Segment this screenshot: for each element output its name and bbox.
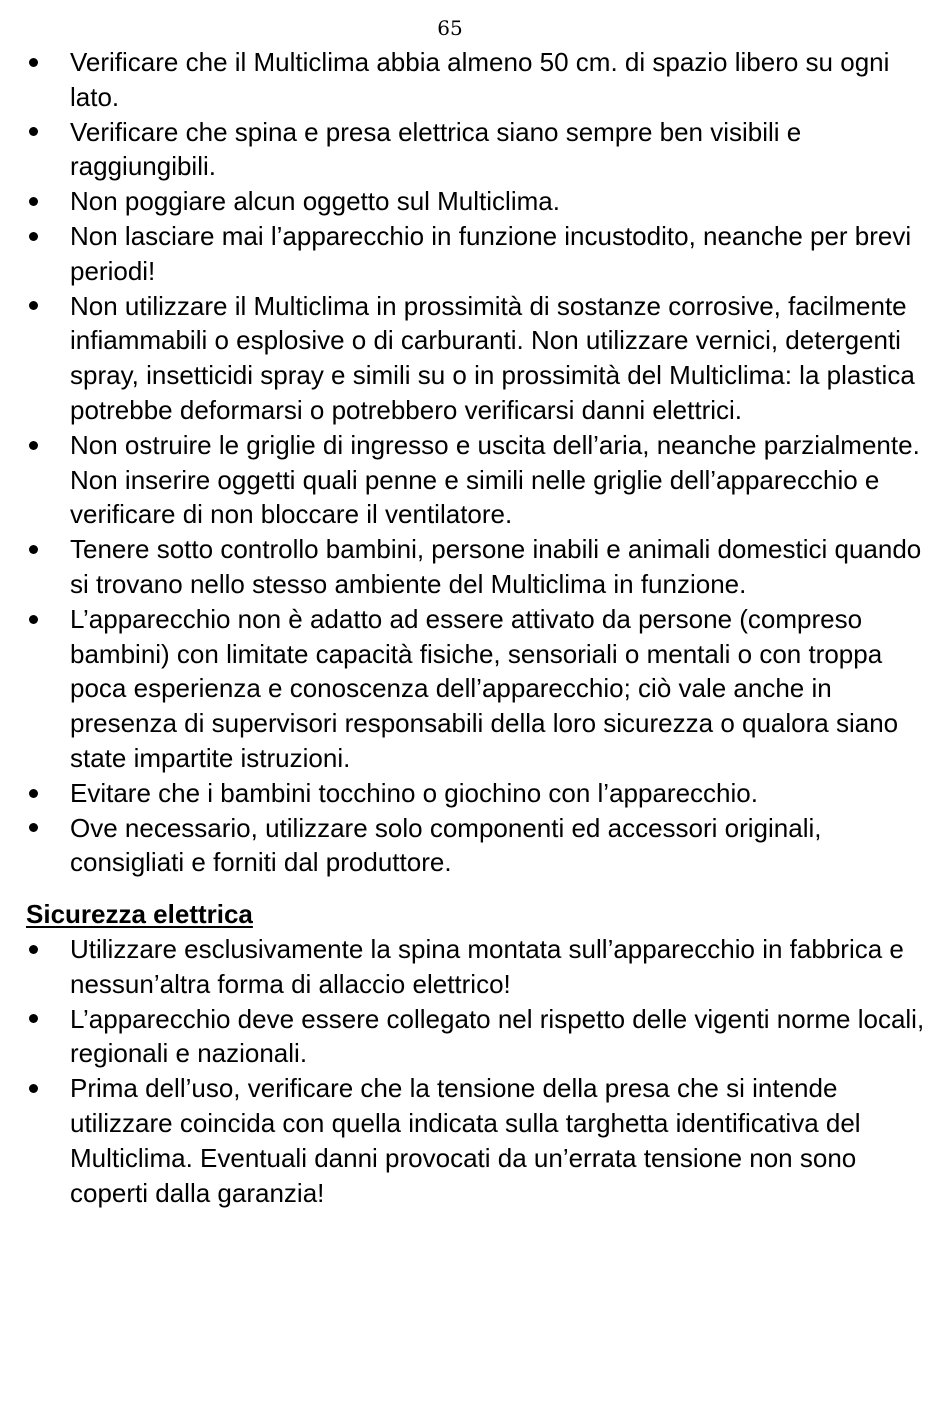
list-item [26,184,926,219]
list-item [26,289,926,428]
list-item-text: Non poggiare alcun oggetto sul Multiclima. [70,186,560,217]
safety-list [26,45,926,880]
bullet-icon [26,1002,40,1037]
list-item [26,1071,926,1210]
list-item-text: Non utilizzare il Multiclima in prossimità di sostanze corrosive, facilmente infiammabili o esplosive o di carburanti. Non utilizzare vernici, detergenti spray, insetticidi spray e simili su o in prossimità del Multiclima: la plastica potrebbe deformarsi o potrebbero verificarsi danni elettrici. [70,290,915,425]
list-item [26,45,926,115]
list-item [26,811,926,881]
list-item-text: Ove necessario, utilizzare solo componenti ed accessori originali, consigliati e forniti dal produttore. [70,812,822,878]
bullet-icon [26,289,40,324]
bullet-icon [26,1071,40,1106]
bullet-icon [26,115,40,150]
list-item [26,428,926,532]
list-item-text: Tenere sotto controllo bambini, persone inabili e animali domestici quando si trovano nello stesso ambiente del Multiclima in funzione. [70,534,922,599]
section-title: Sicurezza elettrica [26,899,253,930]
bullet-icon [26,428,40,463]
list-item-text: Non ostruire le griglie di ingresso e uscita dell’aria, neanche parzialmente. Non inserire oggetti quali penne e simili nelle griglie dell’apparecchio e verificare di non bloccare il ventilatore. [70,429,920,530]
page-content [26,45,926,1210]
list-item-text: Evitare che i bambini tocchino o giochino con l’apparecchio. [70,777,758,808]
bullet-icon [26,45,40,80]
bullet-icon [26,219,40,254]
list-item [26,219,926,289]
list-item-text: Prima dell’uso, verificare che la tensione della presa che si intende utilizzare coincida con quella indicata sulla targhetta identificativa del Multiclima. Eventuali danni provocati da un’errata tensione non sono coperti dalla garanzia! [70,1073,861,1208]
list-item [26,115,926,185]
list-item [26,932,926,1002]
list-item [26,776,926,811]
page-number: 65 [437,16,463,40]
list-item [26,532,926,602]
bullet-icon [26,932,40,967]
list-item-text: Non lasciare mai l’apparecchio in funzione incustodito, neanche per brevi periodi! [70,220,912,286]
list-item [26,602,926,776]
bullet-icon [26,776,40,811]
list-item-text: Verificare che il Multiclima abbia almeno 50 cm. di spazio libero su ogni lato. [70,47,890,112]
bullet-icon [26,184,40,219]
list-item-text: L’apparecchio deve essere collegato nel rispetto delle vigenti norme locali, regionali e nazionali. [70,1003,925,1069]
bullet-icon [26,602,40,637]
bullet-icon [26,811,40,846]
list-item [26,1002,926,1072]
bullet-icon [26,532,40,567]
list-item-text: L’apparecchio non è adatto ad essere attivato da persone (compreso bambini) con limitate capacità fisiche, sensoriali o mentali o con troppa poca esperienza e conoscenza dell’apparecchio; ciò vale anche in presenza di supervisori responsabili della loro sicurezza o qualora siano state impartite istruzioni. [70,603,899,773]
list-item-text: Verificare che spina e presa elettrica siano sempre ben visibili e raggiungibili. [70,116,802,182]
electrical-safety-list [26,932,926,1210]
list-item-text: Utilizzare esclusivamente la spina montata sull’apparecchio in fabbrica e nessun’altra forma di allaccio elettrico! [70,933,904,999]
